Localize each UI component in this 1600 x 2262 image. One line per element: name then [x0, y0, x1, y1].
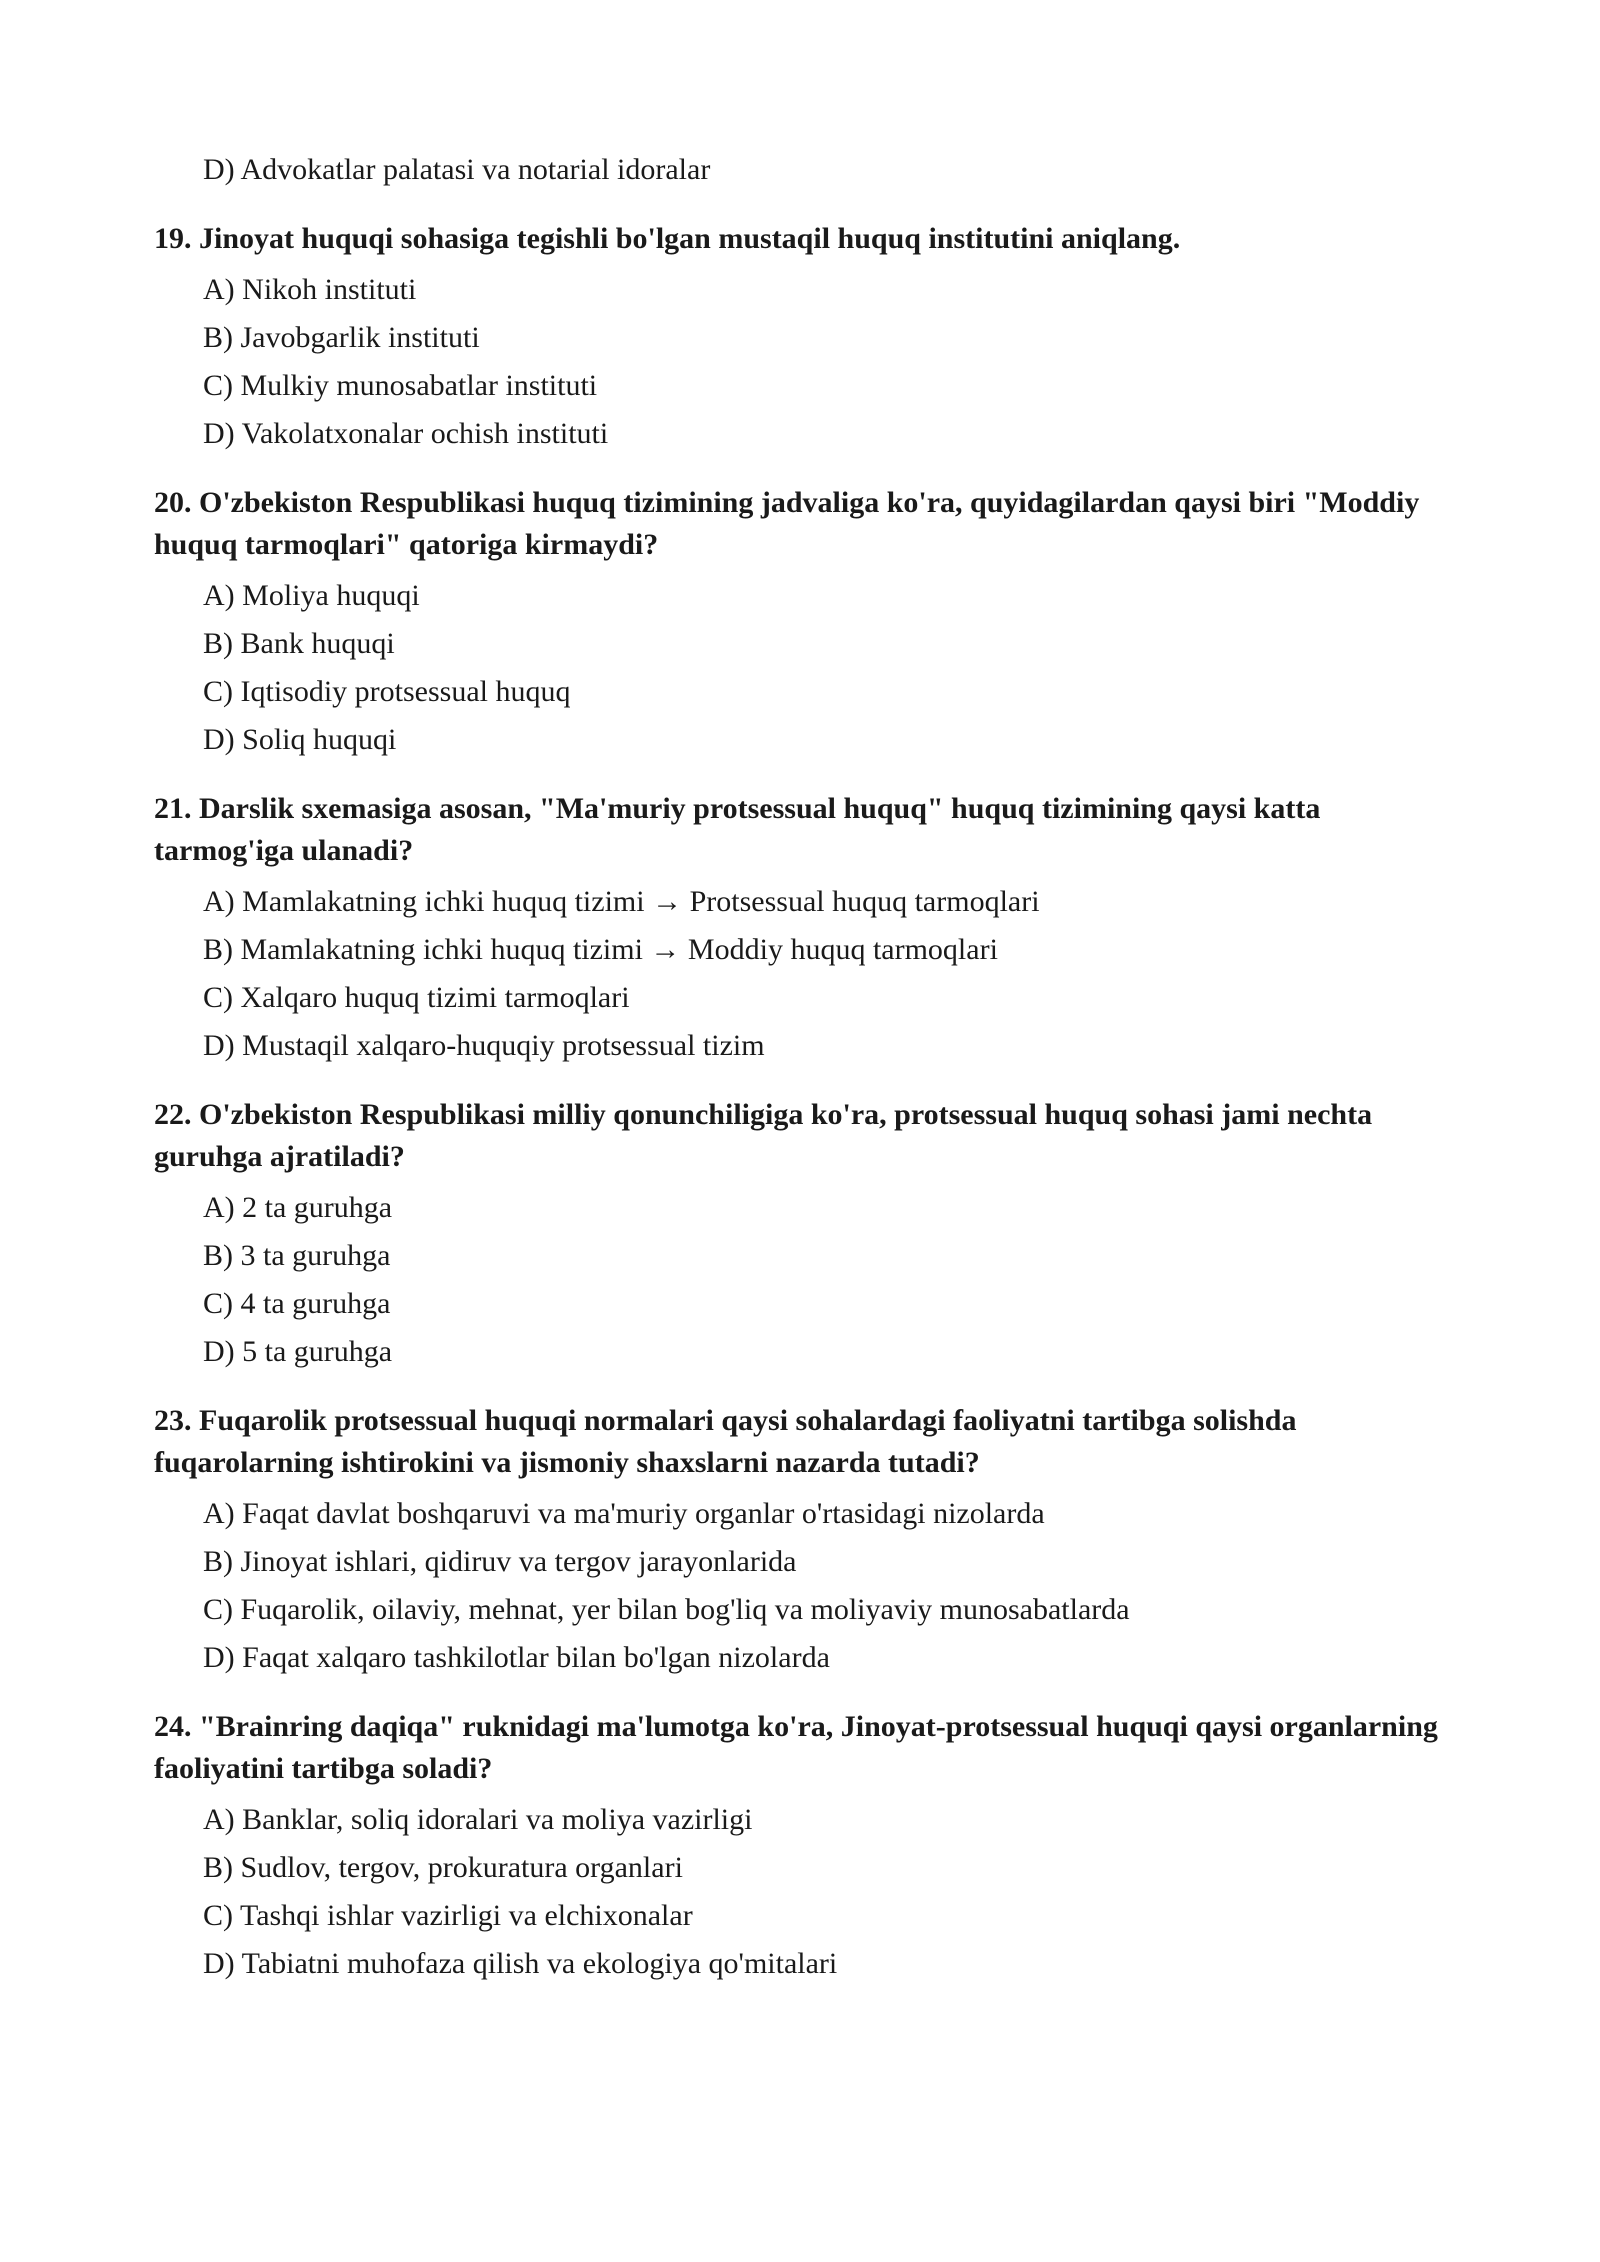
answer-option: B) Sudlov, tergov, prokuratura organlari	[203, 1851, 683, 1884]
question-text: 20. O'zbekiston Respublikasi huquq tizimining jadvaliga ko'ra, quyidagilardan qaysi biri "Moddiy huquq tarmoqlari" qatoriga kirmaydi?	[154, 486, 1420, 561]
question-block	[0, 1400, 1600, 1682]
answer-option: B) Mamlakatning ichki huquq tizimi → Moddiy huquq tarmoqlari	[203, 933, 998, 966]
question-block	[0, 482, 1600, 764]
answer-option: B) Jinoyat ishlari, qidiruv va tergov jarayonlarida	[203, 1545, 797, 1578]
question-text: 21. Darslik sxemasiga asosan, "Ma'muriy protsessual huquq" huquq tizimining qaysi katta tarmog'iga ulanadi?	[154, 792, 1321, 867]
answer-option: D) Mustaqil xalqaro-huquqiy protsessual tizim	[203, 1029, 765, 1062]
answer-option: D) Faqat xalqaro tashkilotlar bilan bo'lgan nizolarda	[203, 1641, 830, 1674]
answer-option: C) Iqtisodiy protsessual huquq	[203, 675, 571, 708]
answer-option: A) 2 ta guruhga	[203, 1191, 393, 1224]
question-block	[0, 1094, 1600, 1376]
question-text: 19. Jinoyat huquqi sohasiga tegishli bo'lgan mustaqil huquq institutini aniqlang.	[154, 222, 1181, 255]
answer-option: B) Javobgarlik instituti	[203, 321, 480, 354]
answer-option: C) Tashqi ishlar vazirligi va elchixonalar	[203, 1899, 693, 1932]
answer-option: A) Mamlakatning ichki huquq tizimi → Protsessual huquq tarmoqlari	[203, 885, 1040, 918]
answer-option: A) Moliya huquqi	[203, 579, 420, 612]
question-block	[0, 218, 1600, 458]
question-block	[0, 1706, 1600, 1988]
answer-option: D) Soliq huquqi	[203, 723, 397, 756]
answer-option: A) Banklar, soliq idoralari va moliya vazirligi	[203, 1803, 753, 1836]
answer-option: D) Tabiatni muhofaza qilish va ekologiya qo'mitalari	[203, 1947, 838, 1980]
answer-option: D) Vakolatxonalar ochish instituti	[203, 417, 609, 450]
answer-option: B) 3 ta guruhga	[203, 1239, 391, 1272]
answer-option: C) Xalqaro huquq tizimi tarmoqlari	[203, 981, 630, 1014]
question-text: 23. Fuqarolik protsessual huquqi normalari qaysi sohalardagi faoliyatni tartibga solishda fuqarolarning ishtirokini va jismoniy shaxslarni nazarda tutadi?	[154, 1404, 1297, 1479]
question-block	[0, 788, 1600, 1070]
answer-option: A) Nikoh instituti	[203, 273, 417, 306]
answer-option: D) 5 ta guruhga	[203, 1335, 393, 1368]
answer-option: C) 4 ta guruhga	[203, 1287, 391, 1320]
answer-option: D) Advokatlar palatasi va notarial idoralar	[203, 153, 711, 186]
answer-option: C) Mulkiy munosabatlar instituti	[203, 369, 598, 402]
answer-option: B) Bank huquqi	[203, 627, 395, 660]
answer-option: C) Fuqarolik, oilaviy, mehnat, yer bilan bog'liq va moliyaviy munosabatlarda	[203, 1593, 1130, 1626]
answer-option: A) Faqat davlat boshqaruvi va ma'muriy organlar o'rtasidagi nizolarda	[203, 1497, 1045, 1530]
question-text: 24. "Brainring daqiqa" ruknidagi ma'lumotga ko'ra, Jinoyat-protsessual huquqi qaysi organlarning faoliyatini tartibga soladi?	[154, 1710, 1438, 1785]
question-text: 22. O'zbekiston Respublikasi milliy qonunchiligiga ko'ra, protsessual huquq sohasi jami nechta guruhga ajratiladi?	[154, 1098, 1373, 1173]
